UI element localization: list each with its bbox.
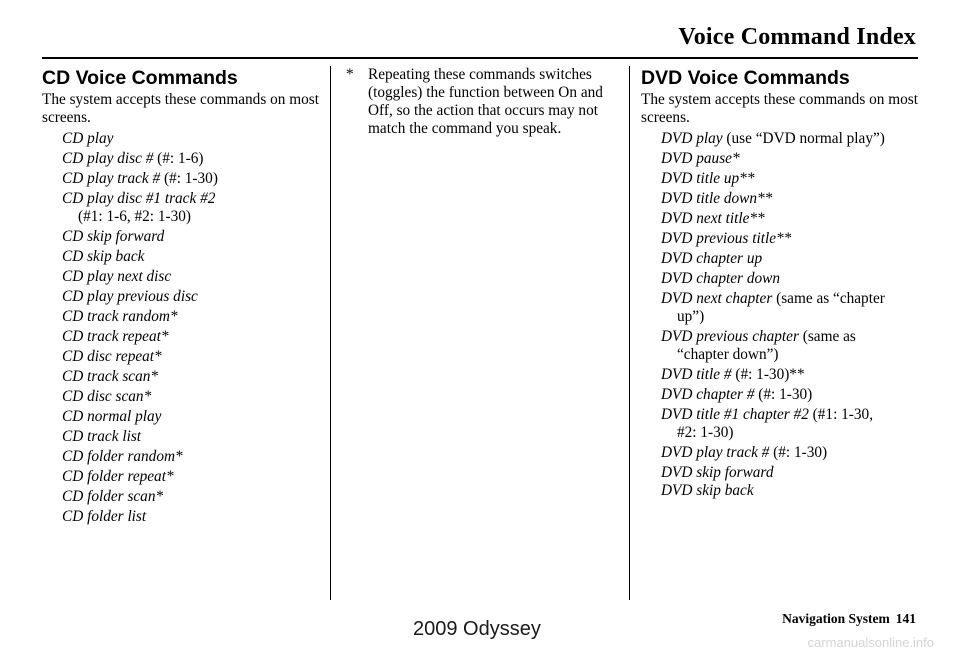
cd-command-name: CD play (62, 130, 114, 147)
cd-command-name: CD track list (62, 428, 142, 445)
dvd-command-range: (#: 1-30) (754, 386, 813, 403)
cd-command (62, 170, 322, 188)
cd-command (62, 508, 322, 526)
dvd-command-name: DVD title down** (661, 190, 773, 207)
dvd-command-name: DVD pause* (661, 150, 740, 167)
cd-command (62, 448, 322, 466)
cd-command-range: (#: 1-30) (160, 170, 218, 187)
cd-command (62, 468, 322, 486)
asterisk-note (344, 66, 624, 138)
cd-command-name: CD track scan* (62, 368, 159, 385)
cd-command (62, 368, 322, 386)
cd-command (62, 408, 322, 426)
dvd-command-name: DVD skip back (661, 482, 754, 499)
dvd-command (661, 230, 931, 248)
cd-commands-section (42, 66, 322, 528)
cd-command (62, 228, 322, 246)
dvd-command (661, 482, 931, 500)
cd-command-name: CD folder scan* (62, 488, 164, 505)
dvd-command (661, 150, 931, 168)
dvd-command-range: (#1: 1-30, (808, 406, 874, 423)
dvd-command (661, 250, 931, 268)
dvd-commands-section (641, 66, 931, 500)
cd-command-name: CD normal play (62, 408, 162, 425)
page-footer (782, 611, 916, 627)
cd-command (62, 488, 322, 506)
cd-command-name: CD track random* (62, 308, 178, 325)
note-section (344, 66, 624, 138)
dvd-command-list (641, 130, 931, 500)
cd-command-range: (#: 1-6) (153, 150, 204, 167)
dvd-command (661, 130, 931, 148)
page-title: Voice Command Index (678, 24, 916, 50)
dvd-command-range: (same as “chapter (772, 290, 885, 307)
model-watermark: 2009 Odyssey (413, 618, 541, 640)
dvd-command-continuation: #2: 1-30) (677, 424, 734, 441)
dvd-command (661, 190, 931, 208)
cd-command (62, 248, 322, 266)
header-divider (42, 57, 918, 59)
dvd-command-name: DVD chapter up (661, 250, 763, 267)
cd-command-name: CD play next disc (62, 268, 172, 285)
dvd-command-range: (#: 1-30) (769, 444, 828, 461)
column-divider-1 (330, 66, 331, 600)
cd-command-name: CD play previous disc (62, 288, 198, 305)
cd-command-name: CD folder repeat* (62, 468, 174, 485)
cd-command (62, 130, 322, 148)
cd-command-list (42, 130, 322, 526)
dvd-command-name: DVD previous chapter (661, 328, 799, 345)
cd-command-name: CD skip back (62, 248, 145, 265)
dvd-command-name: DVD title # (661, 366, 732, 383)
dvd-command-name: DVD next title** (661, 210, 765, 227)
dvd-command-range: (#: 1-30)** (731, 366, 805, 383)
note-mark: * (346, 66, 354, 83)
dvd-command-name: DVD skip forward (661, 464, 774, 481)
cd-command-name: CD disc repeat* (62, 348, 162, 365)
dvd-command-name: DVD chapter # (661, 386, 755, 403)
dvd-command-name: DVD play (661, 130, 723, 147)
dvd-command (661, 444, 931, 462)
dvd-command-name: DVD title #1 chapter #2 (661, 406, 809, 423)
cd-command (62, 288, 322, 306)
cd-command-name: CD track repeat* (62, 328, 169, 345)
cd-command-name: CD play track # (62, 170, 161, 187)
cd-command (62, 328, 322, 346)
site-watermark: carmanualsonline.info (807, 635, 934, 650)
dvd-command-name: DVD title up** (661, 170, 755, 187)
dvd-command (661, 270, 931, 288)
dvd-command-name: DVD next chapter (661, 290, 773, 307)
dvd-command (661, 406, 931, 442)
dvd-command (661, 170, 931, 188)
cd-command (62, 428, 322, 446)
cd-command-name: CD play disc # (62, 150, 154, 167)
cd-command-name: CD folder list (62, 508, 147, 525)
cd-command-name: CD disc scan* (62, 388, 152, 405)
footer-section-name: Navigation System (782, 611, 890, 626)
cd-section-intro: The system accepts these commands on most screens. (42, 91, 319, 126)
dvd-command-range: (same as (798, 328, 856, 345)
dvd-section-intro: The system accepts these commands on most screens. (641, 91, 918, 126)
dvd-command-name: DVD play track # (661, 444, 770, 461)
cd-command-name: CD play disc #1 track #2 (62, 190, 216, 207)
cd-command-name: CD folder random* (62, 448, 183, 465)
dvd-command (661, 464, 931, 482)
dvd-command-name: DVD previous title** (661, 230, 792, 247)
cd-command (62, 388, 322, 406)
cd-command (62, 268, 322, 286)
dvd-command (661, 290, 931, 326)
cd-command (62, 308, 322, 326)
cd-section-heading: CD Voice Commands (42, 67, 238, 89)
cd-command (62, 348, 322, 366)
dvd-command-continuation: “chapter down”) (677, 346, 779, 363)
note-text: Repeating these commands switches (toggles) the function between On and Off, so the action that occurs may not match the command you speak. (368, 66, 603, 137)
cd-command-name: CD skip forward (62, 228, 165, 245)
dvd-command (661, 328, 931, 364)
cd-command-continuation: (#1: 1-6, #2: 1-30) (78, 208, 192, 225)
dvd-command-range: (use “DVD normal play”) (722, 130, 885, 147)
page-number: 141 (895, 611, 916, 626)
dvd-command-continuation: up”) (677, 308, 705, 325)
column-divider-2 (629, 66, 630, 600)
dvd-command (661, 366, 931, 384)
cd-command (62, 150, 322, 168)
dvd-section-heading: DVD Voice Commands (641, 67, 850, 89)
dvd-command (661, 210, 931, 228)
cd-command (62, 190, 322, 226)
dvd-command-name: DVD chapter down (661, 270, 780, 287)
dvd-command (661, 386, 931, 404)
